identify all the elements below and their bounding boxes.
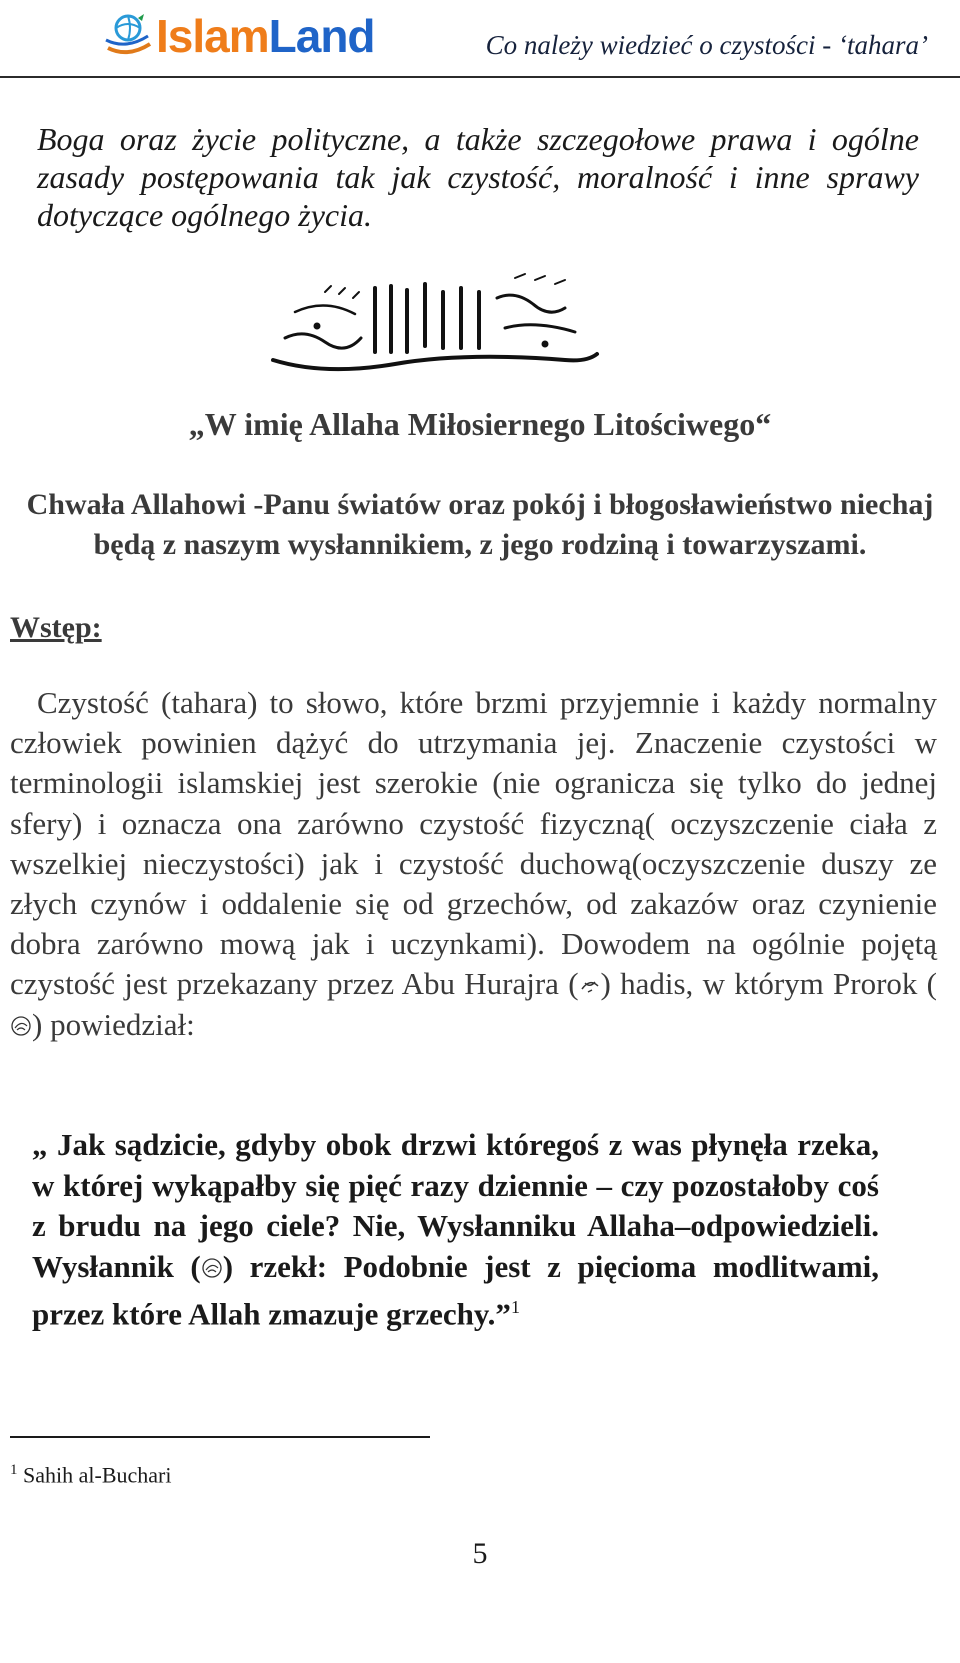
logo-wordmark bbox=[156, 6, 375, 66]
page-header bbox=[0, 0, 960, 90]
honorific-salawat-icon bbox=[10, 1015, 32, 1037]
logo-word-land: Land bbox=[268, 10, 375, 62]
body-text-part3: ) powiedział: bbox=[32, 1006, 195, 1042]
intro-body-paragraph bbox=[10, 683, 937, 1045]
footnote-number: 1 bbox=[10, 1462, 18, 1478]
honorific-radiallahu-anhu-icon bbox=[579, 974, 601, 996]
footnote-divider bbox=[10, 1436, 430, 1438]
praise-text: Chwała Allahowi -Panu światów oraz pokój i błogosławieństwo niechaj będą z naszym wysłannikiem, z jego rodziną i towarzyszami. bbox=[26, 488, 934, 561]
globe-book-icon bbox=[98, 10, 158, 60]
page-number: 5 bbox=[472, 1537, 488, 1570]
bismillah-translation: „W imię Allaha Miłosiernego Litościwego“ bbox=[188, 406, 772, 442]
footnote-text: Sahih al-Buchari bbox=[23, 1462, 172, 1488]
islamland-logo[interactable] bbox=[98, 6, 375, 66]
honorific-salawat-icon bbox=[201, 1257, 223, 1279]
hadith-text-part1: „ Jak sądzicie, gdyby obok drzwi któregoś z was płynęła rzeka, w której wykąpałby się pięć razy dziennie – czy pozostałoby coś z brudu na jego ciele? Nie, Wysłanniku Allaha–odpowiedzieli. Wysłannik ( bbox=[32, 1127, 879, 1284]
intro-paragraph: Boga oraz życie polityczne, a także szczegołowe prawa i ogólne zasady postępowania tak jak czystość, moralność i inne sprawy dotyczące ogólnego życia. bbox=[37, 121, 919, 233]
hadith-quote bbox=[32, 1125, 879, 1335]
document-title: Co należy wiedzieć o czystości - ‘tahara’ bbox=[485, 30, 928, 60]
header-divider bbox=[0, 76, 960, 78]
footnote bbox=[10, 1456, 171, 1489]
body-text-part1: Czystość (tahara) to słowo, które brzmi przyjemnie i każdy normalny człowiek powinien dążyć do utrzymania jej. Znaczenie czystości w terminologii islamskiej jest szerokie (nie ogranicza się tylko do jednej sfery) i oznacza ona zarówno czystość fizyczną( oczyszczenie ciała z wszelkiej nieczystości) jak i czystość duchową(oczyszczenie duszy ze złych czynów i oddalenie się od grzechów, od zakazów oraz czynienie dobra zarówno mową jak i uczynkami). Dowodem na ogólnie pojętą czystość jest przekazany przez Abu Hurajra ( bbox=[10, 685, 937, 1002]
section-heading: Wstęp: bbox=[10, 611, 102, 644]
bismillah-calligraphy-image bbox=[265, 268, 605, 380]
body-text-part2: ) hadis, w którym Prorok ( bbox=[600, 966, 938, 1002]
footnote-reference[interactable]: 1 bbox=[510, 1297, 520, 1317]
hadith-text-part2: ) rzekł: Podobnie jest z pięcioma modlitwami, przez które Allah zmazuje grzechy.” bbox=[32, 1248, 880, 1332]
logo-word-islam: Islam bbox=[156, 10, 269, 62]
